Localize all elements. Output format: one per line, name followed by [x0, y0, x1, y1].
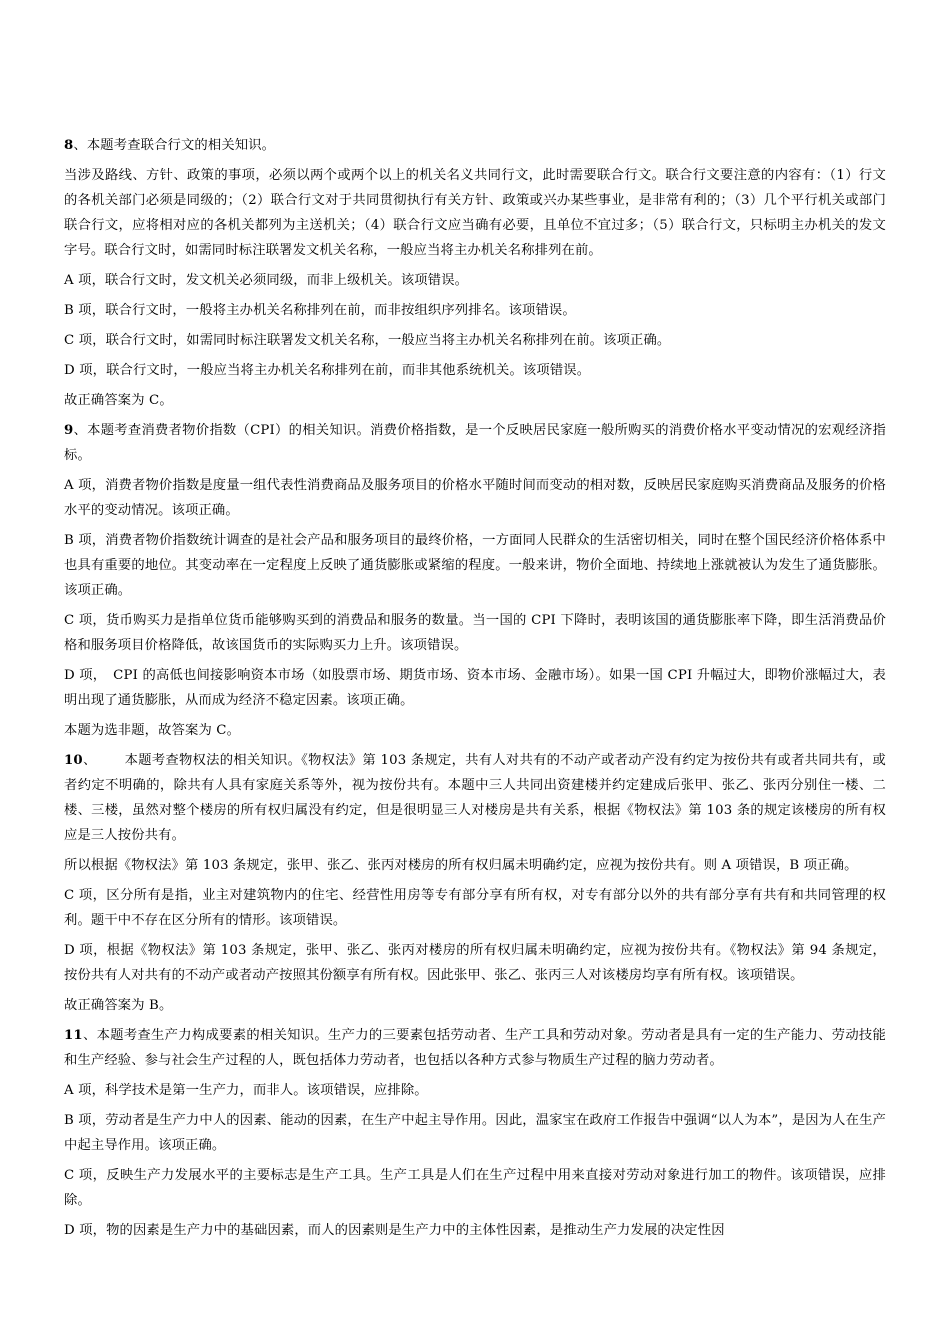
- q11-option-b: B 项，劳动者是生产力中人的因素、能动的因素，在生产中起主导作用。因此，温家宝在政府工作报告中强调“以人为本”，是因为人在生产中起主导作用。该项正确。: [64, 1113, 886, 1153]
- document-page: [64, 133, 886, 1248]
- q11-title: 、本题考查生产力构成要素的相关知识。生产力的三要素包括劳动者、生产工具和劳动对象。劳动者是具有一定的生产能力、劳动技能和生产经验、参与社会生产过程的人，既包括体力劳动者，也包括以各种方式参与物质生产过程的脑力劳动者。: [64, 1028, 886, 1068]
- q10-option-ab: 所以根据《物权法》第 103 条规定，张甲、张乙、张丙对楼房的所有权归属未明确约定，应视为按份共有。则 A 项错误，B 项正确。: [64, 858, 858, 873]
- q8-answer: 故正确答案为 C。: [64, 393, 173, 408]
- q10-option-d: D 项，根据《物权法》第 103 条规定，张甲、张乙、张丙对楼房的所有权归属未明确约定，应视为按份共有。《物权法》第 94 条规定，按份共有人对共有的不动产或者动产按照其份额享有所有权。因此张甲、张乙、张丙三人对该楼房均享有所有权。该项错误。: [64, 943, 886, 983]
- q11-number: 11: [64, 1028, 83, 1043]
- q10-answer: 故正确答案为 B。: [64, 998, 173, 1013]
- q8-option-c: C 项，联合行文时，如需同时标注联署发文机关名称，一般应当将主办机关名称排列在前。该项正确。: [64, 333, 671, 348]
- q10-separator: 、: [82, 753, 97, 768]
- q9-heading: [64, 418, 886, 468]
- q9-title: 、本题考查消费者物价指数（CPI）的相关知识。消费价格指数，是一个反映居民家庭一般所购买的消费价格水平变动情况的宏观经济指标。: [64, 423, 886, 463]
- q10-number: 10: [64, 753, 83, 768]
- q8-number: 8: [64, 138, 74, 153]
- q8-heading: [64, 133, 886, 158]
- q11-option-c: C 项，反映生产力发展水平的主要标志是生产工具。生产工具是人们在生产过程中用来直接对劳动对象进行加工的物件。该项错误，应排除。: [64, 1168, 886, 1208]
- q8-option-d: D 项，联合行文时，一般应当将主办机关名称排列在前，而非其他系统机关。该项错误。: [64, 363, 591, 378]
- q10-option-c: C 项，区分所有是指，业主对建筑物内的住宅、经营性用房等专有部分享有所有权，对专有部分以外的共有部分享有共有和共同管理的权利。题干中不存在区分所有的情形。该项错误。: [64, 888, 886, 928]
- q8-option-a: A 项，联合行文时，发文机关必须同级，而非上级机关。该项错误。: [64, 273, 469, 288]
- q11-heading: [64, 1023, 886, 1073]
- q9-option-c: C 项，货币购买力是指单位货币能够购买到的消费品和服务的数量。当一国的 CPI 下降时，表明该国的通货膨胀率下降，即生活消费品价格和服务项目价格降低，故该国货币的实际购买力上升。该项错误。: [64, 613, 886, 653]
- q11-option-a: A 项，科学技术是第一生产力，而非人。该项错误，应排除。: [64, 1083, 428, 1098]
- q8-intro: 当涉及路线、方针、政策的事项，必须以两个或两个以上的机关名义共同行文，此时需要联合行文。联合行文要注意的内容有：（1）行文的各机关部门必须是同级的；（2）联合行文对于共同贯彻执行有关方针、政策或兴办某些事业，是非常有利的；（3）几个平行机关或部门联合行文，应将相对应的各机关都列为主送机关；（4）联合行文应当确有必要，且单位不宜过多；（5）联合行文，只标明主办机关的发文字号。联合行文时，如需同时标注联署发文机关名称，一般应当将主办机关名称排列在前。: [64, 168, 886, 258]
- q11-option-d: D 项，物的因素是生产力中的基础因素，而人的因素则是生产力中的主体性因素，是推动生产力发展的决定性因: [64, 1223, 725, 1238]
- q8-title: 、本题考查联合行文的相关知识。: [73, 138, 276, 153]
- q8-option-b: B 项，联合行文时，一般将主办机关名称排列在前，而非按组织序列排名。该项错误。: [64, 303, 576, 318]
- q9-answer: 本题为选非题，故答案为 C。: [64, 723, 241, 738]
- q9-option-b: B 项，消费者物价指数统计调查的是社会产品和服务项目的最终价格，一方面同人民群众的生活密切相关，同时在整个国民经济价格体系中也具有重要的地位。其变动率在一定程度上反映了通货膨胀或紧缩的程度。一般来讲，物价全面地、持续地上涨就被认为发生了通货膨胀。该项正确。: [64, 533, 886, 598]
- q9-option-d: D 项， CPI 的高低也间接影响资本市场（如股票市场、期货市场、资本市场、金融市场）。如果一国 CPI 升幅过大，即物价涨幅过大，表明出现了通货膨胀，从而成为经济不稳定因素。该项正确。: [64, 668, 886, 708]
- q9-number: 9: [64, 423, 74, 438]
- q10-title: 本题考查物权法的相关知识。《物权法》第 103 条规定，共有人对共有的不动产或者动产没有约定为按份共有或者共同共有，或者约定不明确的，除共有人具有家庭关系等外，视为按份共有。本题中三人共同出资建楼并约定建成后张甲、张乙、张丙分别住一楼、二楼、三楼，虽然对整个楼房的所有权归属没有约定，但是很明显三人对楼房是共有关系，根据《物权法》第 103 条的规定该楼房的所有权应是三人按份共有。: [64, 753, 887, 843]
- q9-option-a: A 项，消费者物价指数是度量一组代表性消费商品及服务项目的价格水平随时间而变动的相对数，反映居民家庭购买消费商品及服务的价格水平的变动情况。该项正确。: [64, 478, 886, 518]
- q10-heading: [64, 748, 886, 848]
